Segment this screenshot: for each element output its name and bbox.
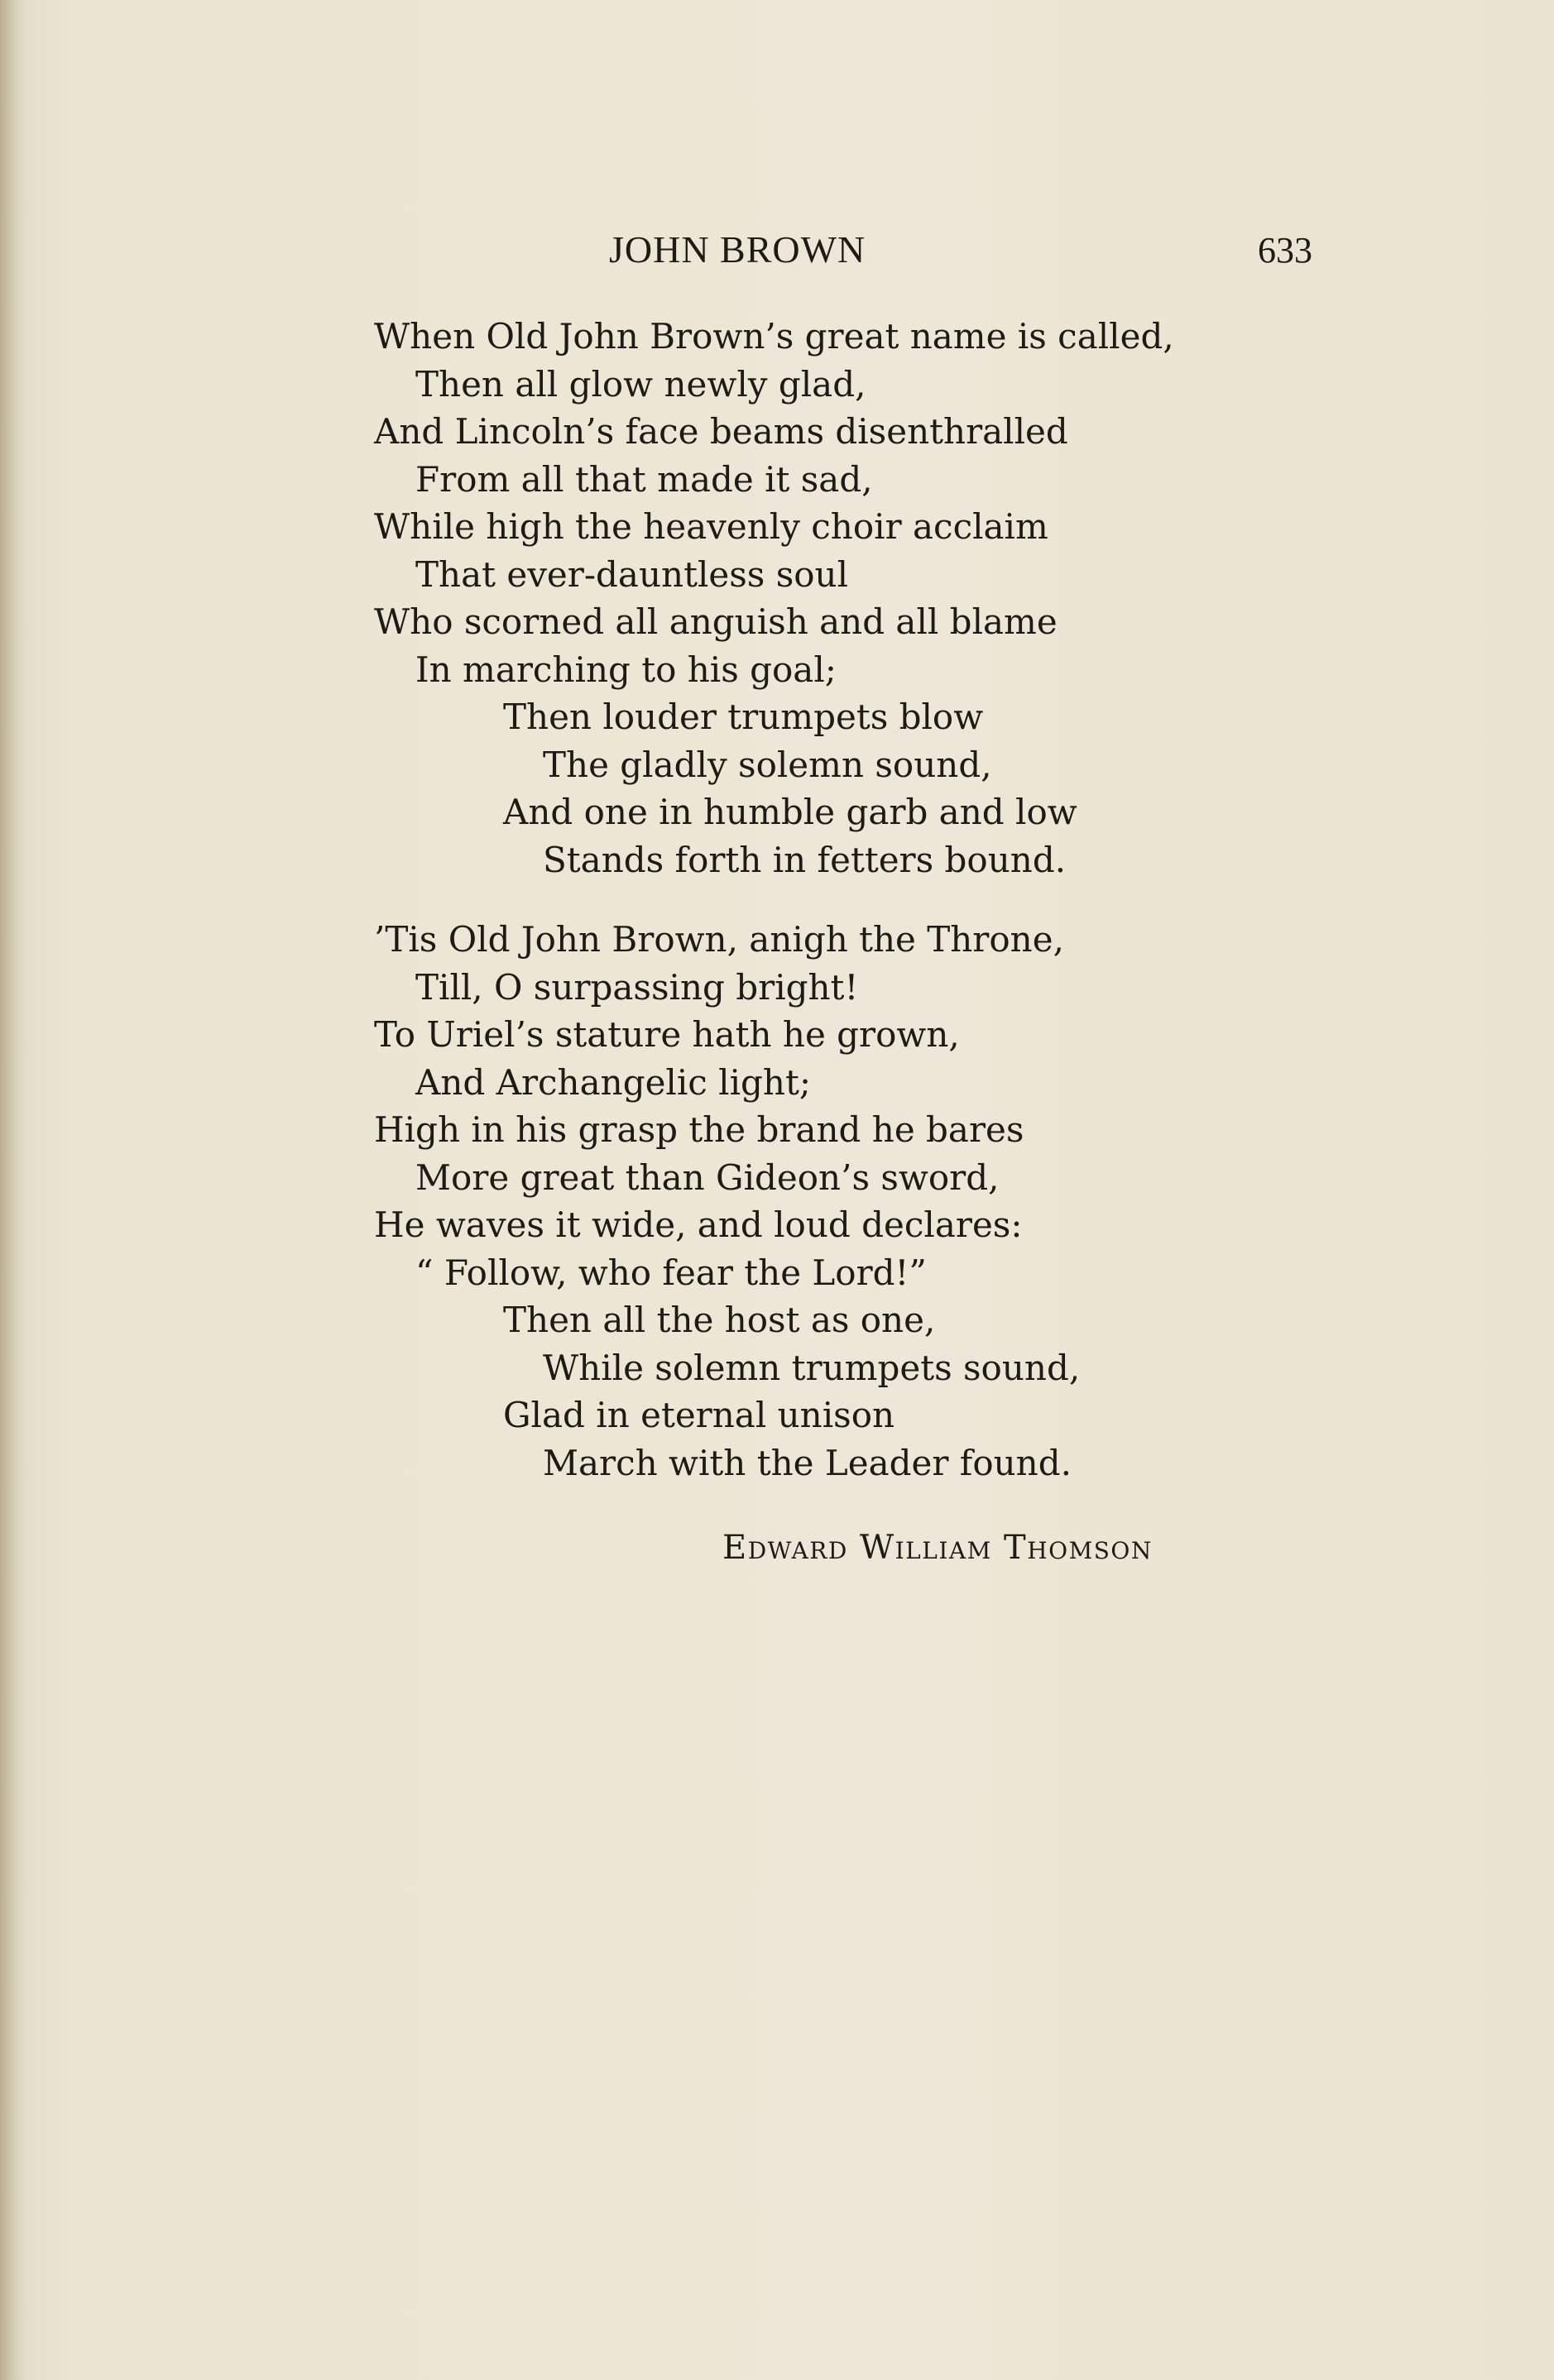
poem-line: In marching to his goal; [415,649,837,690]
poem-line: ’Tis Old John Brown, anigh the Throne, [374,919,1064,960]
running-head [0,227,1554,277]
poem-line: And Lincoln’s face beams disenthralled [374,411,1068,452]
poem-line: “ Follow, who fear the Lord!” [415,1252,927,1293]
poem-stanza-1 [374,313,1367,884]
poem-line: And Archangelic light; [415,1061,811,1103]
poem-line: The gladly solemn sound, [543,744,992,785]
gutter-shadow [0,0,23,2380]
poem-line: While high the heavenly choir acclaim [374,506,1048,547]
poem-line: That ever-dauntless soul [415,553,849,595]
poem-line: Then all glow newly glad, [415,363,866,405]
poem-line: Stands forth in fetters bound. [543,839,1067,880]
poem-author: Edward William Thomson [722,1529,1153,1567]
running-title: JOHN BROWN [609,228,866,271]
poem-line: To Uriel’s stature hath he grown, [374,1014,960,1055]
poem-line: Who scorned all anguish and all blame [374,601,1058,642]
poem-line: While solemn trumpets sound, [543,1347,1081,1388]
poem-line: And one in humble garb and low [503,792,1077,832]
poem-line: Till, O surpassing bright! [415,966,859,1008]
poem-line: When Old John Brown’s great name is called, [374,316,1174,357]
page-number: 633 [1258,230,1312,271]
poem-line: Then louder trumpets blow [503,697,984,737]
poem-line: March with the Leader found. [543,1442,1072,1483]
poem-line: Then all the host as one, [503,1300,936,1340]
poem-line: More great than Gideon’s sword, [415,1156,1000,1198]
poem-line: He waves it wide, and loud declares: [374,1204,1023,1245]
poem-line: From all that made it sad, [415,458,873,500]
poem-line: High in his grasp the brand he bares [374,1109,1024,1150]
poem-stanza-2 [374,916,1367,1487]
poem-line: Glad in eternal unison [503,1395,895,1435]
